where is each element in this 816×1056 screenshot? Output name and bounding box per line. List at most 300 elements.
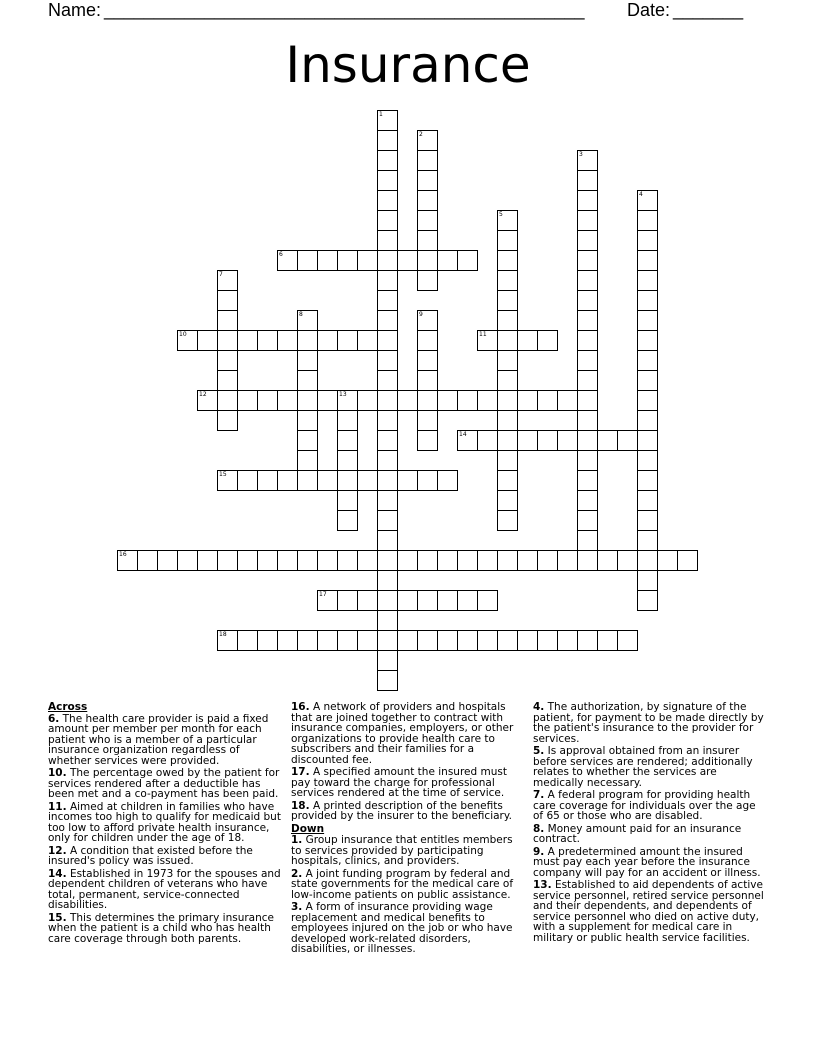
grid-cell[interactable] — [377, 190, 398, 211]
grid-cell[interactable] — [377, 270, 398, 291]
grid-cell[interactable] — [237, 630, 258, 651]
grid-cell[interactable] — [497, 430, 518, 451]
grid-cell[interactable] — [397, 470, 418, 491]
clue-across-16 — [291, 702, 526, 765]
clue-number-label: 11 — [479, 331, 487, 338]
grid-cell[interactable] — [397, 390, 418, 411]
grid-cell[interactable] — [577, 430, 598, 451]
clue-number-label: 4 — [639, 191, 643, 198]
grid-cell[interactable] — [657, 550, 678, 571]
grid-cell[interactable] — [397, 590, 418, 611]
grid-cell[interactable] — [377, 390, 398, 411]
clue-text: A condition that existed before the insured's policy was issued. — [48, 844, 253, 867]
grid-cell[interactable] — [417, 410, 438, 431]
grid-cell[interactable] — [217, 290, 238, 311]
grid-cell[interactable] — [497, 390, 518, 411]
grid-cell[interactable] — [497, 550, 518, 571]
clue-number: 3. — [291, 901, 303, 913]
grid-cell[interactable] — [577, 250, 598, 271]
grid-cell[interactable] — [257, 390, 278, 411]
grid-cell[interactable] — [617, 430, 638, 451]
grid-cell[interactable] — [377, 570, 398, 591]
clue-number-label: 3 — [579, 151, 583, 158]
grid-cell[interactable] — [377, 590, 398, 611]
grid-cell[interactable] — [637, 390, 658, 411]
clue-down-13 — [533, 880, 768, 943]
grid-cell-8[interactable] — [297, 310, 318, 331]
grid-cell[interactable] — [477, 390, 498, 411]
grid-cell[interactable] — [497, 230, 518, 251]
grid-cell[interactable] — [377, 170, 398, 191]
grid-cell[interactable] — [237, 330, 258, 351]
grid-cell[interactable] — [377, 630, 398, 651]
clue-text: Money amount paid for an insurance contract. — [533, 822, 742, 845]
date-line[interactable]: _______ — [673, 0, 744, 20]
grid-cell[interactable] — [277, 470, 298, 491]
clue-text: A predetermined amount the insured must pay each year before the insurance company will pay for an accident or illness. — [533, 845, 761, 879]
grid-cell[interactable] — [497, 290, 518, 311]
grid-cell[interactable] — [337, 630, 358, 651]
grid-cell[interactable] — [317, 330, 338, 351]
grid-cell[interactable] — [437, 390, 458, 411]
grid-cell[interactable] — [517, 390, 538, 411]
grid-cell[interactable] — [417, 170, 438, 191]
clue-number-label: 18 — [219, 631, 227, 638]
clue-number: 1. — [291, 834, 303, 846]
grid-cell-4[interactable] — [637, 190, 658, 211]
grid-cell[interactable] — [637, 510, 658, 531]
clue-column-2 — [291, 702, 526, 957]
clue-text: This determines the primary insurance when the patient is a child who has health care coverage through both parents. — [48, 911, 274, 945]
clue-number-label: 17 — [319, 591, 327, 598]
grid-cell[interactable] — [437, 550, 458, 571]
clue-number-label: 14 — [459, 431, 467, 438]
clue-text: A printed description of the benefits provided by the insurer to the beneficiary. — [291, 799, 512, 822]
grid-cell-13[interactable] — [337, 390, 358, 411]
grid-cell[interactable] — [637, 330, 658, 351]
grid-cell[interactable] — [577, 270, 598, 291]
clue-text: A specified amount the insured must pay toward the charge for professional services rendered at the time of service. — [291, 766, 507, 799]
grid-cell[interactable] — [237, 550, 258, 571]
grid-cell[interactable] — [637, 270, 658, 291]
grid-cell[interactable] — [257, 550, 278, 571]
grid-cell[interactable] — [337, 490, 358, 511]
grid-cell[interactable] — [377, 470, 398, 491]
grid-cell-3[interactable] — [577, 150, 598, 171]
grid-cell[interactable] — [577, 450, 598, 471]
clue-down-2 — [291, 869, 526, 901]
name-line[interactable]: ________________________________________________ — [104, 0, 585, 20]
clue-number-label: 6 — [279, 251, 283, 258]
grid-cell[interactable] — [217, 330, 238, 351]
grid-cell[interactable] — [277, 330, 298, 351]
grid-cell[interactable] — [377, 370, 398, 391]
grid-cell[interactable] — [357, 470, 378, 491]
grid-cell[interactable] — [477, 430, 498, 451]
grid-cell-12[interactable] — [197, 390, 218, 411]
grid-cell[interactable] — [637, 430, 658, 451]
grid-cell[interactable] — [597, 550, 618, 571]
grid-cell[interactable] — [377, 510, 398, 531]
grid-cell[interactable] — [377, 490, 398, 511]
clue-number: 13. — [533, 879, 552, 891]
clue-text: Is approval obtained from an insurer before services are rendered; additionally relates to whether the services are medically necessary. — [533, 745, 753, 789]
clue-number-label: 9 — [419, 311, 423, 318]
grid-cell[interactable] — [377, 330, 398, 351]
grid-cell[interactable] — [577, 310, 598, 331]
grid-cell[interactable] — [417, 390, 438, 411]
grid-cell[interactable] — [297, 550, 318, 571]
grid-cell[interactable] — [297, 410, 318, 431]
grid-cell[interactable] — [377, 250, 398, 271]
grid-cell[interactable] — [477, 630, 498, 651]
grid-cell[interactable] — [257, 330, 278, 351]
grid-cell[interactable] — [217, 550, 238, 571]
clue-number: 2. — [291, 867, 303, 880]
grid-cell[interactable] — [577, 470, 598, 491]
clue-text: Established in 1973 for the spouses and dependent children of veterans who have total, permanent, service-connected disabilities. — [48, 867, 281, 911]
across-heading: Across — [48, 701, 88, 713]
grid-cell[interactable] — [497, 310, 518, 331]
grid-cell[interactable] — [377, 550, 398, 571]
grid-cell-11[interactable] — [477, 330, 498, 351]
clue-text: The authorization, by signature of the patient, for payment to be made directly by the patient's insurance to the provider for services. — [533, 701, 764, 745]
down-heading: Down — [291, 822, 325, 835]
clue-down-9 — [533, 847, 768, 879]
grid-cell[interactable] — [637, 250, 658, 271]
grid-cell[interactable] — [517, 550, 538, 571]
puzzle-title: Insurance — [285, 36, 531, 94]
grid-cell[interactable] — [637, 310, 658, 331]
grid-cell[interactable] — [417, 210, 438, 231]
clue-number-label: 8 — [299, 311, 303, 318]
grid-cell[interactable] — [517, 630, 538, 651]
grid-cell[interactable] — [337, 470, 358, 491]
clue-down-5 — [533, 746, 768, 788]
grid-cell[interactable] — [537, 630, 558, 651]
grid-cell[interactable] — [537, 430, 558, 451]
grid-cell[interactable] — [377, 530, 398, 551]
grid-cell[interactable] — [577, 350, 598, 371]
clue-down-7 — [533, 790, 768, 822]
clue-column-3 — [533, 702, 768, 945]
grid-cell[interactable] — [497, 250, 518, 271]
grid-cell[interactable] — [577, 170, 598, 191]
grid-cell[interactable] — [337, 450, 358, 471]
grid-cell[interactable] — [377, 310, 398, 331]
clue-number: 14. — [48, 867, 67, 880]
grid-cell[interactable] — [377, 610, 398, 631]
grid-cell-2[interactable] — [417, 130, 438, 151]
grid-cell[interactable] — [617, 630, 638, 651]
grid-cell[interactable] — [497, 270, 518, 291]
grid-cell[interactable] — [317, 250, 338, 271]
grid-cell[interactable] — [297, 350, 318, 371]
grid-cell-1[interactable] — [377, 110, 398, 131]
grid-cell[interactable] — [597, 430, 618, 451]
grid-cell[interactable] — [297, 470, 318, 491]
clue-down-4 — [533, 702, 768, 744]
grid-cell[interactable] — [377, 450, 398, 471]
grid-cell[interactable] — [637, 570, 658, 591]
grid-cell[interactable] — [257, 630, 278, 651]
clue-across-17 — [291, 767, 526, 799]
grid-cell[interactable] — [457, 590, 478, 611]
clue-text: A form of insurance providing wage replacement and medical benefits to employees injured on the job or who have developed work-related disorders, disabilities, or illnesses. — [291, 901, 513, 955]
grid-cell-17[interactable] — [317, 590, 338, 611]
grid-cell[interactable] — [637, 530, 658, 551]
grid-cell[interactable] — [297, 430, 318, 451]
clue-number: 5. — [533, 745, 545, 757]
grid-cell[interactable] — [237, 390, 258, 411]
grid-cell[interactable] — [577, 190, 598, 211]
grid-cell[interactable] — [197, 330, 218, 351]
grid-cell[interactable] — [417, 630, 438, 651]
grid-cell[interactable] — [377, 150, 398, 171]
clue-number: 10. — [48, 767, 67, 779]
grid-cell[interactable] — [437, 250, 458, 271]
grid-cell-6[interactable] — [277, 250, 298, 271]
grid-cell[interactable] — [637, 210, 658, 231]
grid-cell[interactable] — [357, 630, 378, 651]
grid-cell[interactable] — [457, 390, 478, 411]
grid-cell[interactable] — [577, 210, 598, 231]
grid-cell[interactable] — [437, 470, 458, 491]
grid-cell[interactable] — [297, 450, 318, 471]
clue-number-label: 10 — [179, 331, 187, 338]
grid-cell[interactable] — [577, 330, 598, 351]
grid-cell[interactable] — [357, 330, 378, 351]
grid-cell[interactable] — [577, 630, 598, 651]
grid-cell[interactable] — [397, 630, 418, 651]
grid-cell[interactable] — [557, 430, 578, 451]
clue-number-label: 1 — [379, 111, 383, 118]
grid-cell[interactable] — [337, 250, 358, 271]
grid-cell[interactable] — [137, 550, 158, 571]
grid-cell[interactable] — [557, 630, 578, 651]
grid-cell[interactable] — [517, 330, 538, 351]
grid-cell[interactable] — [637, 470, 658, 491]
grid-cell[interactable] — [237, 470, 258, 491]
grid-cell[interactable] — [157, 550, 178, 571]
grid-cell[interactable] — [297, 370, 318, 391]
grid-cell[interactable] — [577, 550, 598, 571]
grid-cell[interactable] — [257, 470, 278, 491]
grid-cell[interactable] — [637, 410, 658, 431]
grid-cell[interactable] — [597, 630, 618, 651]
grid-cell[interactable] — [277, 550, 298, 571]
grid-cell[interactable] — [577, 510, 598, 531]
grid-cell[interactable] — [417, 430, 438, 451]
grid-cell[interactable] — [417, 470, 438, 491]
grid-cell[interactable] — [677, 550, 698, 571]
grid-cell[interactable] — [577, 290, 598, 311]
grid-cell[interactable] — [337, 410, 358, 431]
grid-cell[interactable] — [377, 430, 398, 451]
grid-cell[interactable] — [517, 430, 538, 451]
grid-cell[interactable] — [497, 410, 518, 431]
grid-cell[interactable] — [497, 450, 518, 471]
grid-cell[interactable] — [637, 490, 658, 511]
grid-cell[interactable] — [577, 410, 598, 431]
grid-cell[interactable] — [377, 350, 398, 371]
grid-cell[interactable] — [637, 230, 658, 251]
grid-cell[interactable] — [357, 390, 378, 411]
clue-number: 15. — [48, 911, 67, 924]
grid-cell[interactable] — [377, 650, 398, 671]
grid-cell[interactable] — [357, 250, 378, 271]
grid-cell[interactable] — [417, 250, 438, 271]
grid-cell-14[interactable] — [457, 430, 478, 451]
grid-cell[interactable] — [397, 550, 418, 571]
grid-cell-16[interactable] — [117, 550, 138, 571]
grid-cell[interactable] — [377, 410, 398, 431]
grid-cell-10[interactable] — [177, 330, 198, 351]
clue-number: 18. — [291, 799, 310, 812]
grid-cell[interactable] — [337, 430, 358, 451]
grid-cell[interactable] — [197, 550, 218, 571]
grid-cell[interactable] — [177, 550, 198, 571]
grid-cell[interactable] — [217, 390, 238, 411]
grid-cell[interactable] — [437, 630, 458, 651]
grid-cell[interactable] — [417, 230, 438, 251]
grid-cell[interactable] — [637, 290, 658, 311]
grid-cell[interactable] — [457, 550, 478, 571]
grid-cell[interactable] — [497, 630, 518, 651]
clue-number-label: 15 — [219, 471, 227, 478]
clue-down-3 — [291, 902, 526, 955]
grid-cell[interactable] — [437, 590, 458, 611]
clue-number: 17. — [291, 766, 310, 778]
grid-cell[interactable] — [297, 630, 318, 651]
grid-cell[interactable] — [277, 390, 298, 411]
clue-across-18 — [291, 801, 526, 822]
grid-cell[interactable] — [417, 270, 438, 291]
clue-number-label: 7 — [219, 271, 223, 278]
grid-cell[interactable] — [377, 210, 398, 231]
clue-column-1 — [48, 702, 283, 946]
grid-cell[interactable] — [317, 390, 338, 411]
grid-cell[interactable] — [637, 350, 658, 371]
grid-cell[interactable] — [337, 550, 358, 571]
clue-text: Established to aid dependents of active service personnel, retired service personnel and their dependents, and dependents of service personnel who died on active duty, with a supplement for medical care in military or public health service facilities. — [533, 879, 764, 944]
grid-cell[interactable] — [377, 230, 398, 251]
grid-cell[interactable] — [537, 390, 558, 411]
clue-number: 16. — [291, 701, 310, 713]
grid-cell-18[interactable] — [217, 630, 238, 651]
grid-cell[interactable] — [357, 590, 378, 611]
clue-number: 6. — [48, 712, 60, 725]
clue-number-label: 5 — [499, 211, 503, 218]
grid-cell[interactable] — [337, 510, 358, 531]
grid-cell[interactable] — [497, 470, 518, 491]
grid-cell[interactable] — [577, 530, 598, 551]
grid-cell[interactable] — [317, 470, 338, 491]
grid-cell[interactable] — [637, 370, 658, 391]
name-label: Name: — [48, 0, 102, 20]
grid-cell[interactable] — [537, 550, 558, 571]
grid-cell[interactable] — [457, 630, 478, 651]
clue-number: 12. — [48, 844, 67, 857]
clue-text: The health care provider is paid a fixed amount per member per month for each patient who is a member of a particular insurance organization regardless of whether services were provided. — [48, 712, 269, 767]
grid-cell[interactable] — [637, 450, 658, 471]
grid-cell[interactable] — [497, 330, 518, 351]
grid-cell[interactable] — [217, 310, 238, 331]
grid-cell[interactable] — [317, 550, 338, 571]
clue-text: Group insurance that entitles members to services provided by participating hospitals, clinics, and providers. — [291, 834, 513, 867]
grid-cell[interactable] — [277, 630, 298, 651]
grid-cell[interactable] — [217, 410, 238, 431]
grid-cell[interactable] — [497, 370, 518, 391]
grid-cell[interactable] — [337, 590, 358, 611]
clue-text: The percentage owed by the patient for services rendered after a deductible has been met and a co-payment has been paid. — [48, 767, 280, 800]
clue-across-14 — [48, 869, 283, 911]
grid-cell[interactable] — [637, 590, 658, 611]
grid-cell[interactable] — [577, 230, 598, 251]
clue-number: 8. — [533, 822, 545, 835]
grid-cell[interactable] — [577, 390, 598, 411]
grid-cell[interactable] — [417, 330, 438, 351]
grid-cell-15[interactable] — [217, 470, 238, 491]
grid-cell[interactable] — [417, 370, 438, 391]
grid-cell[interactable] — [557, 550, 578, 571]
clue-across-15 — [48, 913, 283, 945]
grid-cell[interactable] — [297, 250, 318, 271]
clue-down-8 — [533, 824, 768, 845]
grid-cell[interactable] — [477, 550, 498, 571]
clue-number: 7. — [533, 789, 545, 801]
clue-number-label: 13 — [339, 391, 347, 398]
grid-cell[interactable] — [217, 350, 238, 371]
clue-number-label: 2 — [419, 131, 423, 138]
grid-cell[interactable] — [417, 150, 438, 171]
grid-cell-5[interactable] — [497, 210, 518, 231]
clue-down-1 — [291, 835, 526, 867]
clue-number: 9. — [533, 845, 545, 858]
clue-number-label: 16 — [119, 551, 127, 558]
grid-cell[interactable] — [377, 670, 398, 691]
grid-cell[interactable] — [317, 630, 338, 651]
grid-cell[interactable] — [417, 590, 438, 611]
grid-cell[interactable] — [497, 510, 518, 531]
grid-cell[interactable] — [637, 550, 658, 571]
grid-cell[interactable] — [297, 390, 318, 411]
grid-cell[interactable] — [217, 370, 238, 391]
date-label: Date: — [627, 0, 671, 20]
grid-cell[interactable] — [417, 550, 438, 571]
grid-cell[interactable] — [577, 370, 598, 391]
grid-cell-7[interactable] — [217, 270, 238, 291]
grid-cell[interactable] — [477, 590, 498, 611]
grid-cell[interactable] — [377, 130, 398, 151]
grid-cell[interactable] — [297, 330, 318, 351]
grid-cell[interactable] — [417, 350, 438, 371]
clue-text: A network of providers and hospitals that are joined together to contract with insurance companies, employers, or other organizations to provide health care to subscribers and their families for a discounted fee. — [291, 701, 514, 766]
grid-cell[interactable] — [557, 390, 578, 411]
grid-cell[interactable] — [417, 190, 438, 211]
grid-cell-9[interactable] — [417, 310, 438, 331]
grid-cell[interactable] — [377, 290, 398, 311]
grid-cell[interactable] — [457, 250, 478, 271]
grid-cell[interactable] — [357, 550, 378, 571]
grid-cell[interactable] — [617, 550, 638, 571]
grid-cell[interactable] — [337, 330, 358, 351]
grid-cell[interactable] — [537, 330, 558, 351]
grid-cell[interactable] — [497, 490, 518, 511]
grid-cell[interactable] — [397, 250, 418, 271]
grid-cell[interactable] — [497, 350, 518, 371]
grid-cell[interactable] — [577, 490, 598, 511]
